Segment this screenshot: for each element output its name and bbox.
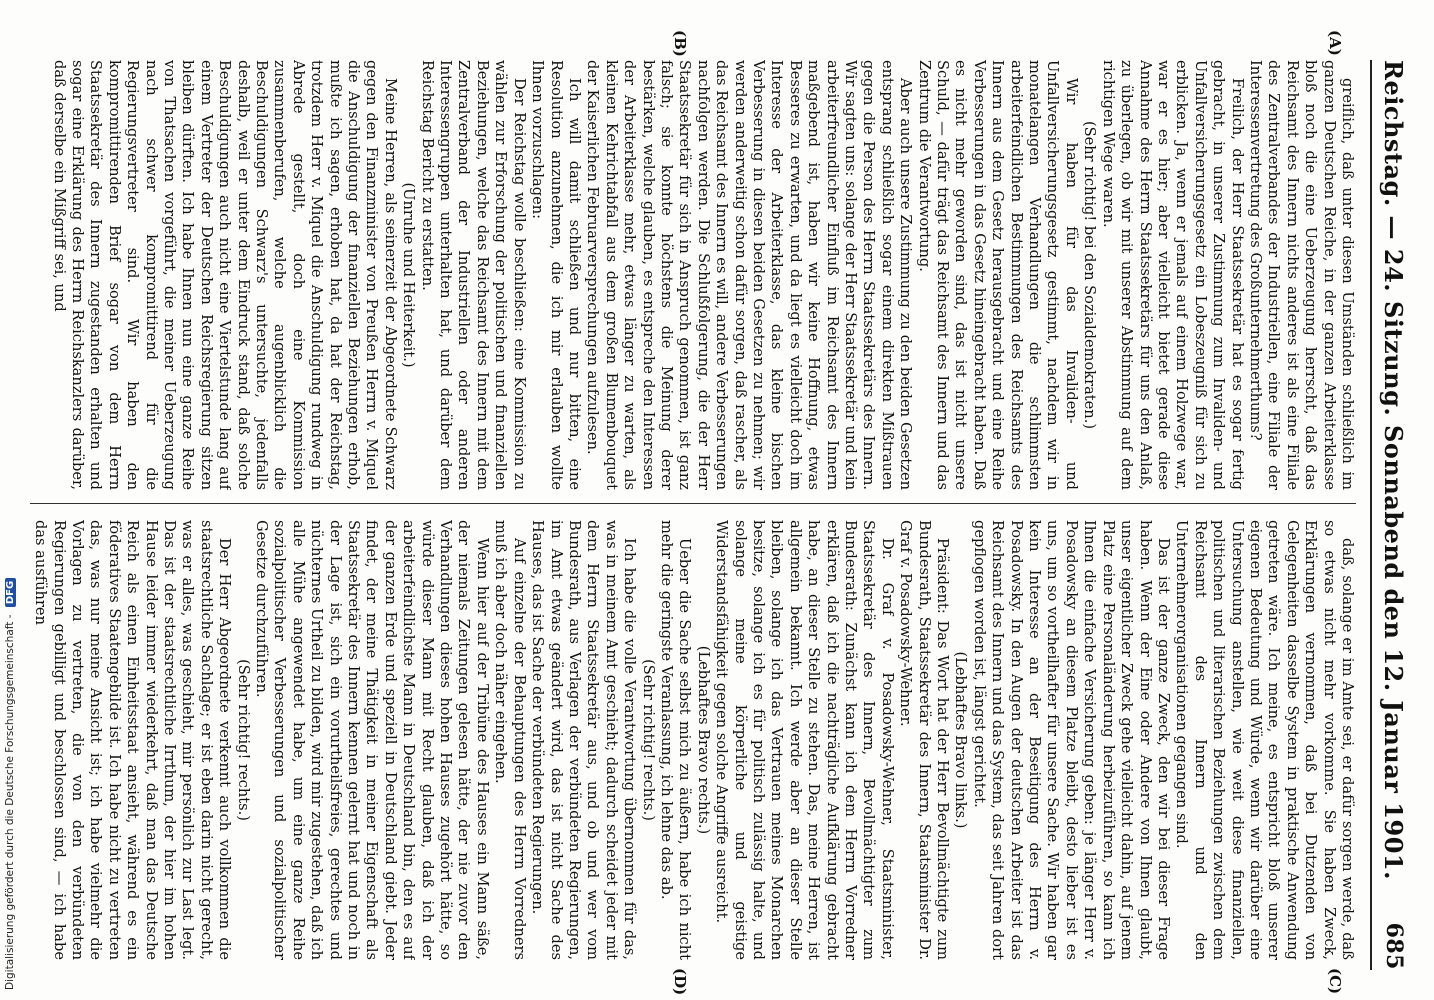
speaker-paragraph: Präsident: Das Wort hat der Herr Bevollmächtigte zum Bundesrath, Staatssekretär des Innern, Staatsminister Dr. Graf v. Posadowsky-Wehner. (897, 520, 952, 960)
margin-marker-d: (D) (671, 968, 689, 996)
paragraph: daß, solange er im Amte sei, er dafür sorgen werde, daß so etwas nicht mehr vorkomme. Sie haben Zweck, Erklärungen vernommen, daß bei Dutzenden von Gelegenheiten dasselbe System in praktische Anwendung getreten wäre. Ich meine, es entspricht bloß unserer eigenen Bedeutung und Würde, wenn wir darüber eine Untersuchung anstellen, wie weit diese finanziellen, politischen und literarischen Beziehungen zwischen dem Reichsamt des Innern und den Unternehmerorganisationen gegangen sind. (1173, 520, 1356, 960)
page-header (1370, 60, 1416, 970)
paragraph: Ich habe die volle Verantwortung übernommen für das, was in meinem Amt geschieht; dadurch scheidet jeder mit dem Herrn Staatssekretär aus, und ob und wer vom Bundesrath, aus Verlagen der verbündeten Regierungen, im Amt etwas geändert wird, das ist nicht Sache des Hauses, das ist Sache der verbündeten Regierungen. (529, 520, 639, 960)
margin-marker-b: (B) (671, 30, 689, 57)
paragraph: Auf einzelne der Behauptungen des Herrn Vorredners muß ich aber doch näher eingehen. (492, 520, 528, 960)
interjection: (Unruhe und Heiterkeit.) (400, 182, 418, 368)
interjection: (Lebhaftes Bravo links.) (952, 651, 970, 829)
page-number: 685 (1381, 922, 1407, 970)
right-column (30, 520, 1356, 960)
speaker-paragraph: Dr. Graf v. Posadowsky-Wehner, Staatsminister, Staatssekretär des Innern, Bevollmächtigter zum Bundesrath: Zunächst kann ich dem Herrn Vorredner erklären, daß ich die nachträgliche Aufklärung gebracht habe, an dieser Stelle zu stehen. Das, meine Herren, ist allgemein bekannt. Ich werde aber an dieser Stelle bleiben, solange ich das Vertrauen meines Monarchen besitze, solange ich es für politisch zulässig halte, und solange meine körperliche und geistige Widerstandsfähigkeit gegen solche Angriffe ausreicht. (713, 520, 896, 960)
dfg-logo: DFG (5, 578, 16, 607)
paragraph: Ich will damit schließen und nur bitten, eine Resolution anzunehmen, die ich mir erlauben wollte Ihnen vorzuschlagen: (529, 60, 583, 490)
paragraph: Aber auch unsere Zustimmung zu den beiden Gesetzen entsprang schließlich sogar einem direkten Mißtrauen gegen die Person des Herrn Staatssekretärs des Innern. Wir sagten uns: solange der Herr Staatssekretär und kein arbeiterfreundlicher Einfluß im Reichsamt des Innern maßgebend ist, haben wir keine Hoffnung, etwas Besseres zu erwarten, und da liegt es vielleicht doch im Interesse der Arbeiterklasse, das kleine bischen Verbesserung in diesen beiden Gesetzen zu nehmen; wir werden anderweitig schon dafür sorgen, daß rascher, als das Reichsamt des Innern es will, andere Verbesserungen nachfolgen werden. Die Schlußfolgerung, die der Herr Staatssekretär für sich in Anspruch genommen, ist ganz falsch; sie konnte höchstens die Meinung derer bestärken, welche glauben, es entspreche den Interessen der Arbeiterklasse mehr, etwas länger zu warten, als kleinen Kehrichtabfall aus dem großen Blumenbouquet der Kaiserlichen Februarversprechungen aufzulesen. (584, 60, 915, 490)
paragraph: Der Herr Abgeordnete verkennt auch vollkommen die staatsrechtliche Sachlage; er ist eben darin nicht gerecht, was er alles, was geschieht, mir persönlich zur Last legt. Das ist der staatsrechtliche Irrthum, der hier im hohen Hause leider immer wiederkehrt, daß man das Deutsche Reich als einen Einheitsstaat ansieht, während es ein föderatives Staatengebilde ist. Ich habe nicht zu vertreten das, was nur meine Ansicht ist; ich habe vielmehr die Vorlagen zu vertreten, die von den verbündeten Regierungen gebilligt und beschlossen sind, — ich habe das ausführen (32, 520, 234, 960)
interjection: (Lebhaftes Bravo rechts.) (694, 645, 712, 835)
credit-text: Digitalisierung gefördert durch die Deutsche Forschungsgemeinschaft - (4, 614, 16, 990)
left-column (30, 60, 1356, 490)
paragraph: Wir haben für das Invaliden- und Unfallversicherungsgesetz gestimmt, nachdem wir in monatelangen Verhandlungen die schlimmsten arbeiterfeindlichen Bestimmungen des Reichsamts des Innern aus dem Gesetz herausgebracht und eine Reihe Verbesserungen in das Gesetz hineingebracht haben. Daß es nicht mehr geworden sind, das ist nicht unsere Schuld, — dafür trägt das Reichsamt des Innern und das Zentrum die Verantwortung. (915, 60, 1080, 490)
paragraph: Wenn hier auf der Tribüne des Hauses ein Mann säße, der niemals Zeitungen gelesen hätte, der nie zuvor den Verhandlungen dieses hohen Hauses zugehört hätte, so würde dieser Mann mit Recht glauben, daß ich der arbeiterfeindlichste Mann in Deutschland bin, den es auf der ganzen Erde und speziell in Deutschland giebt. Jeder findet, der meine Thätigkeit in meiner Eigenschaft als Staatssekretär des Innern kennen gelernt hat und noch in der Lage ist, sich ein vorurtheilsfreies, gerechtes und nüchternes Urtheil zu bilden, wird mir zugestehen, daß ich alle Mühe angewendet habe, um eine ganze Reihe sozialpolitischer Verbesserungen und sozialpolitischer Gesetze durchzuführen. (253, 520, 491, 960)
page-header-title: Reichstag. — 24. Sitzung. Sonnabend den 12. Januar 1901. (1379, 60, 1409, 880)
paragraph: Freilich, der Herr Staatssekretär hat es sogar fertig gebracht, in unserer Zustimmung zum Invaliden- und Unfallversicherungsgesetz ein Lobeszeugniß für sich zu erblicken. Ja, wenn er jemals auf einem Holzwege war, war er es hier; aber vielleicht bietet gerade diese Annahme des Herrn Staatssekretärs für uns den Anlaß, zu überlegen, ob wir mit unserer Abstimmung auf dem richtigen Wege waren. (1099, 60, 1246, 490)
paragraph: Ueber die Sache selbst mich zu äußern, habe ich nicht mehr die geringste Veranlassung, ich lehne das ab. (657, 520, 694, 960)
paragraph: Das ist der ganze Zweck, den wir bei dieser Frage haben. Wenn der Eine oder Andere von Ihnen glaubt, unser eigentlicher Zweck gehe vielleicht dahin, auf jenem Platz eine Personaländerung herbeizuführen, so kann ich Ihnen die einfache Versicherung geben: je länger Herr v. Posadowsky an diesem Platze bleibt, desto lieber ist es uns, um so vortheilhafter für unsere Sache. Wir haben gar kein Interesse an der Beseitigung des Herrn v. Posadowsky. In den Augen der deutschen Arbeiter ist das Reichsamt des Innern und das System, das seit Jahren dort gepflogen worden ist, längst gerichtet. (970, 520, 1172, 960)
margin-marker-c: (C) (1326, 968, 1344, 995)
interjection: (Sehr richtig! bei den Sozialdemokraten.) (1081, 120, 1099, 430)
resolution-text: Der Reichstag wolle beschließen: eine Kommission zu wählen zur Erforschung der politischen und finanziellen Beziehungen, welche das Reichsamt des Innern mit dem Zentralverband der Industriellen oder anderen Interessengruppen unterhalten hat, und darüber dem Reichstag Bericht zu erstatten. (418, 60, 528, 490)
digitization-credit (4, 578, 16, 990)
column-divider (30, 503, 1356, 504)
paragraph: greiflich, daß unter diesen Umständen schließlich im ganzen Deutschen Reiche, in der ganzen Arbeiterklasse bloß noch die eine Ueberzeugung herrscht, daß das Reichsamt des Innern nichts anderes ist als eine Filiale des Zentralverbandes der Industriellen, eine Filiale der Interessenvertretung des Großunternehmerthums? (1246, 60, 1356, 490)
interjection: (Sehr richtig! rechts.) (234, 659, 252, 821)
margin-marker-a: (A) (1326, 30, 1344, 56)
interjection: (Sehr richtig! rechts.) (639, 659, 657, 821)
paragraph: Meine Herren, als seinerzeit der Abgeordnete Schwarz gegen den Finanzminister von Preußen Herrn v. Miquel die Anschuldigung der finanziellen Beziehungen erhob, mußte ich sagen, erhoben hat, da hat der Reichstag, trotzdem Herr v. Miquel die Anschuldigung rundweg in Abrede gestellt, doch eine Kommission zusammenberufen, welche augenblicklich die Beschuldigungen Schwarz's untersuchte, jedenfalls deshalb, weil er unter dem Eindruck stand, daß solche Beschuldigungen auch nicht eine Viertelstunde lang auf einem Vertreter der Deutschen Reichsregierung sitzen bleiben dürften. Ich habe Ihnen nun eine ganze Reihe von Thatsachen vorgeführt, die meiner Ueberzeugung nach schwer kompromittirend für die Regierungsvertreter sind. Wir haben den kompromittirenden Brief sogar von dem Herrn Staatssekretär des Innern zugestanden erhalten und sogar eine Erklärung des Herrn Reichskanzlers darüber, daß derselbe ein Mißgriff sei, und (50, 60, 399, 490)
